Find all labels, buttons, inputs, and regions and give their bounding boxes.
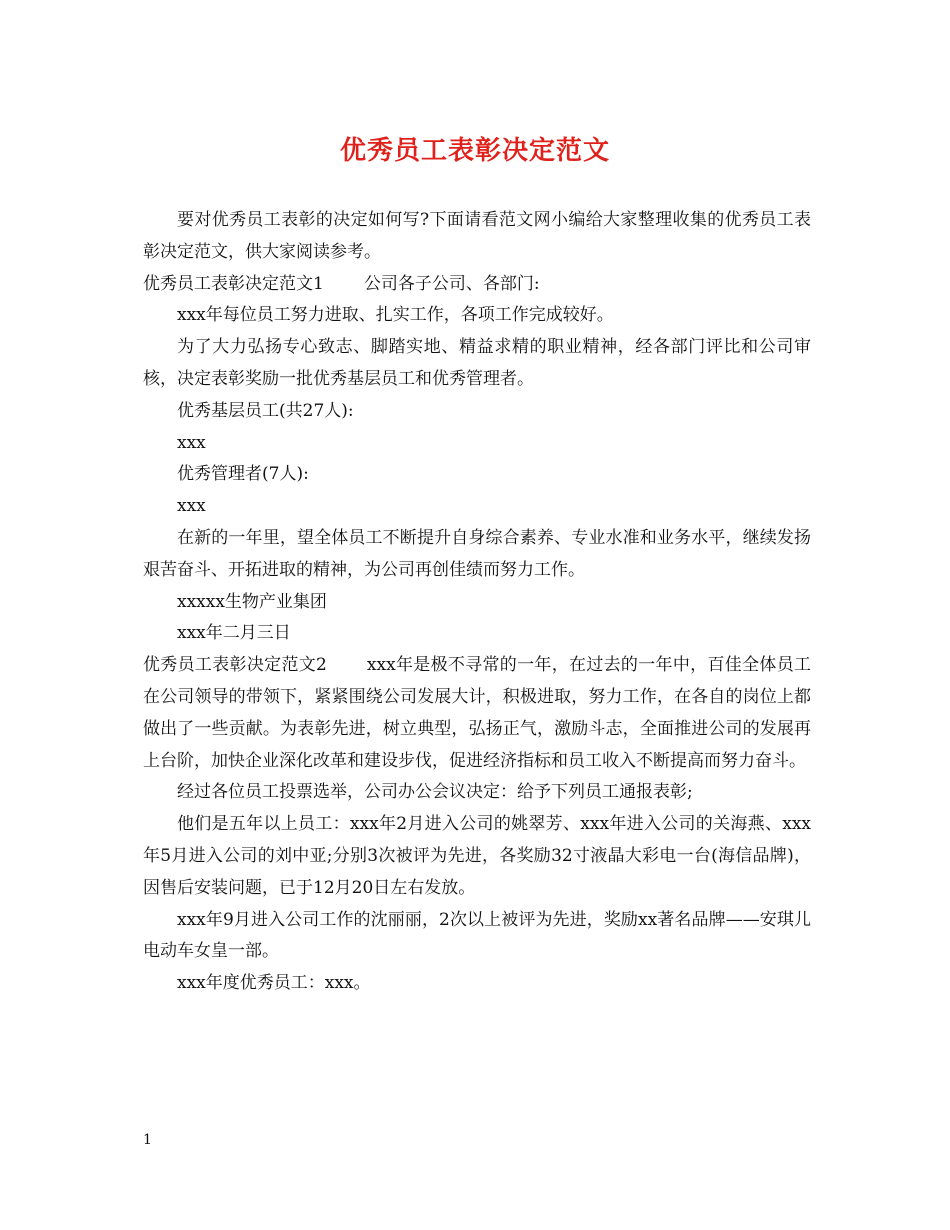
section1-paragraph: 为了大力弘扬专心致志、脚踏实地、精益求精的职业精神，经各部门评比和公司审核，决定表彰奖励一批优秀基层员工和优秀管理者。 — [143, 337, 811, 389]
section1-paragraph: xxx — [177, 432, 206, 453]
section1-salutation: 公司各子公司、各部门: — [363, 273, 540, 294]
page-number: 1 — [143, 1132, 152, 1148]
intro-paragraph: 要对优秀员工表彰的决定如何写?下面请看范文网小编给大家整理收集的优秀员工表彰决定范文，供大家阅读参考。 — [143, 210, 811, 262]
section1-paragraph: 在新的一年里，望全体员工不断提升自身综合素养、专业水准和业务水平，继续发扬艰苦奋斗、开拓进取的精神，为公司再创佳绩而努力工作。 — [143, 527, 811, 580]
section1-heading: 优秀员工表彰决定范文1 — [143, 273, 324, 294]
section2-lead: xxx年是极不寻常的一年，在过去的一年中，百佳全体员工在公司领导的带领下，紧紧围绕公司发展大计，积极进取，努力工作，在各自的岗位上都做出了一些贡献。为表彰先进，树立典型，弘扬正气，激励斗志，全面推进公司的发展再上台阶，加快企业深化改革和建设步伐，促进经济指标和员工收入不断提高而努力奋斗。 — [143, 655, 811, 771]
document-body — [143, 205, 811, 1000]
section2-paragraph: 经过各位员工投票选举，公司办公会议决定：给予下列员工通报表彰; — [177, 782, 693, 803]
section2-paragraph: xxx年9月进入公司工作的沈丽丽，2次以上被评为先进，奖励xx著名品牌——安琪儿电动车女皇一部。 — [143, 909, 811, 962]
section1-paragraph: 优秀管理者(7人): — [177, 464, 309, 485]
section2-heading: 优秀员工表彰决定范文2 — [143, 655, 327, 676]
section1-paragraph: xxx年每位员工努力进取、扎实工作，各项工作完成较好。 — [177, 305, 614, 326]
section1-heading-line — [143, 269, 811, 301]
section1-paragraph: xxx — [177, 496, 206, 517]
section1-paragraph: 优秀基层员工(共27人): — [177, 400, 354, 421]
section1-signature: xxxxx生物产业集团 — [177, 591, 327, 612]
section1-date: xxx年二月三日 — [177, 623, 291, 644]
document-title: 优秀员工表彰决定范文 — [339, 136, 610, 166]
section2-paragraph: 他们是五年以上员工：xxx年2月进入公司的姚翠芳、xxx年进入公司的关海燕、xxx年5月进入公司的刘中亚;分别3次被评为先进，各奖励32寸液晶大彩电一台(海信品牌)，因售后安装问题，已于12月20日左右发放。 — [143, 814, 811, 898]
section2-heading-line — [143, 650, 811, 777]
section2-paragraph: xxx年度优秀员工：xxx。 — [177, 973, 371, 994]
